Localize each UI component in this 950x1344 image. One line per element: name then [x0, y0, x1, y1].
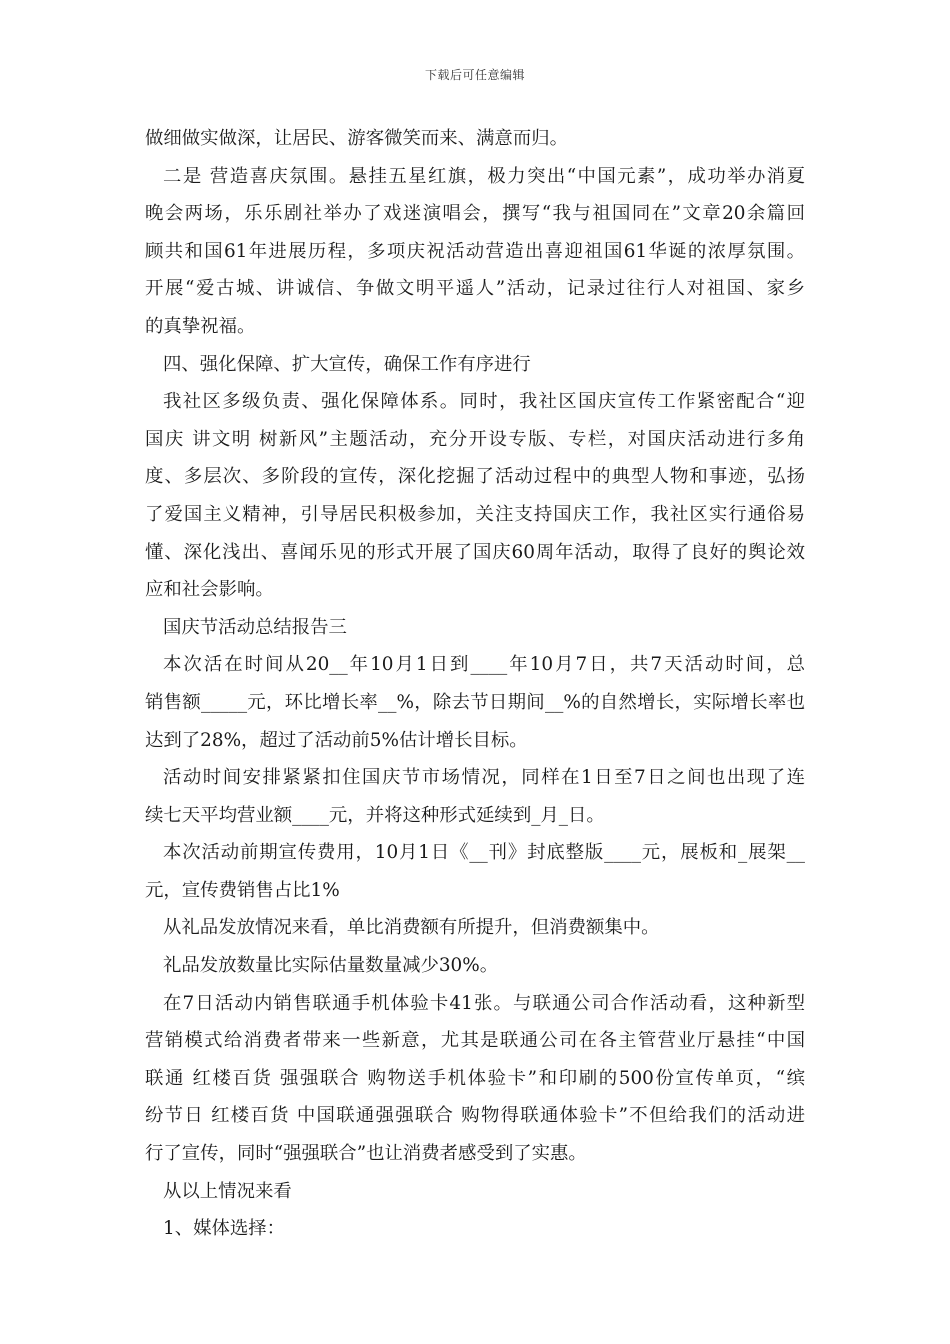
page-header: 下载后可任意编辑: [424, 68, 525, 82]
text-line: 联通 红楼百货 强强联合 购物送手机体验卡”和印刷的500份宣传单页，“缤: [145, 1067, 805, 1089]
text-line: 纷节日 红楼百货 中国联通强强联合 购物得联通体验卡”不但给我们的活动进: [145, 1105, 805, 1127]
text-line: 营销模式给消费者带来一些新意，尤其是联通公司在各主管营业厅悬挂“中国: [145, 1030, 805, 1052]
text-line: 了爱国主义精神，引导居民积极参加，关注支持国庆工作，我社区实行通俗易: [145, 503, 805, 525]
text-line: 1、媒体选择：: [163, 1218, 286, 1240]
text-line: 国庆 讲文明 树新风”主题活动，充分开设专版、专栏，对国庆活动进行多角: [145, 428, 805, 450]
text-line: 顾共和国61年进展历程，多项庆祝活动营造出喜迎祖国61华诞的浓厚氛围。: [145, 240, 805, 262]
paragraph: [145, 947, 805, 985]
text-line: 销售额_____元，环比增长率__%，除去节日期间__%的自然增长，实际增长率也: [145, 691, 805, 713]
paragraph: [145, 834, 805, 909]
text-line: 礼品发放数量比实际估量数量减少30%。: [163, 955, 499, 977]
text-line: 开展“爱古城、讲诚信、争做文明平遥人”活动，记录过往行人对祖国、家乡: [145, 278, 805, 300]
text-line: 续七天平均营业额____元，并将这种形式延续到_月_日。: [145, 804, 605, 826]
paragraph: [145, 1173, 805, 1211]
text-line: 元，宣传费销售占比1%: [145, 879, 340, 901]
text-line: 从礼品发放情况来看，单比消费额有所提升，但消费额集中。: [163, 917, 660, 939]
text-line: 达到了28%，超过了活动前5%估计增长目标。: [145, 729, 528, 751]
text-line: 活动时间安排紧紧扣住国庆节市场情况，同样在1日至7日之间也出现了连: [163, 767, 805, 789]
text-line: 我社区多级负责、强化保障体系。同时，我社区国庆宣传工作紧密配合“迎: [163, 391, 805, 413]
text-line: 本次活动前期宣传费用，10月1日《__刊》封底整版____元，展板和_展架__: [163, 842, 805, 864]
paragraph: [145, 609, 805, 647]
paragraph: [145, 909, 805, 947]
text-line: 国庆节活动总结报告三: [163, 616, 347, 638]
text-line: 做细做实做深，让居民、游客微笑而来、满意而归。: [145, 128, 568, 149]
text-line: 晚会两场，乐乐剧社举办了戏迷演唱会，撰写“我与祖国同在”文章20余篇回: [145, 203, 805, 225]
text-line: 的真挚祝福。: [145, 315, 256, 337]
paragraph: [145, 646, 805, 759]
text-line: 度、多层次、多阶段的宣传，深化挖掘了活动过程中的典型人物和事迹，弘扬: [145, 466, 805, 488]
paragraph: [145, 346, 805, 384]
text-line: 应和社会影响。: [145, 579, 274, 601]
text-line: 在7日活动内销售联通手机体验卡41张。与联通公司合作活动看，这种新型: [163, 992, 805, 1014]
text-line: 行了宣传，同时“强强联合”也让消费者感受到了实惠。: [145, 1143, 587, 1165]
text-line: 二是 营造喜庆氛围。悬挂五星红旗，极力突出“中国元素”，成功举办消夏: [163, 165, 805, 187]
paragraph: [145, 383, 805, 609]
paragraph: [145, 759, 805, 834]
paragraph: [145, 158, 805, 346]
document-body: [145, 120, 805, 1248]
text-line: 从以上情况来看: [163, 1180, 292, 1202]
paragraph: [145, 120, 805, 158]
text-line: 四、强化保障、扩大宣传，确保工作有序进行: [163, 353, 531, 375]
text-line: 本次活在时间从20__年10月1日到____年10月7日，共7天活动时间，总: [163, 654, 805, 676]
text-line: 懂、深化浅出、喜闻乐见的形式开展了国庆60周年活动，取得了良好的舆论效: [145, 541, 805, 563]
paragraph: [145, 985, 805, 1173]
paragraph: [145, 1210, 805, 1248]
